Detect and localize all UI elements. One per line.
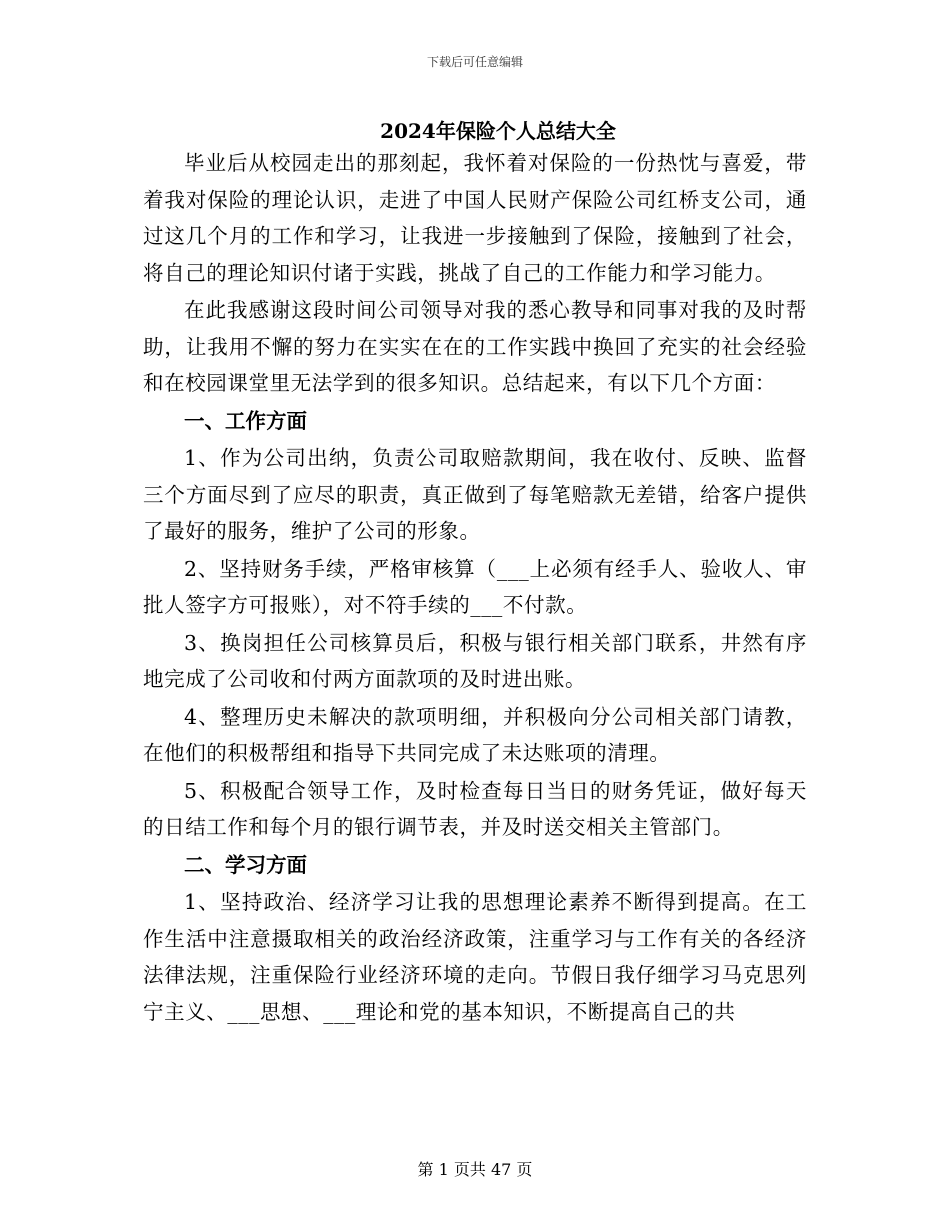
paragraph-study-1: 1、坚持政治、经济学习让我的思想理论素养不断得到提高。在工作生活中注意摄取相关的政治经济政策，注重学习与工作有关的各经济法律法规，注重保险行业经济环境的走向。节假日我仔细学习马克思列宁主义、___思想、___理论和党的基本知识，不断提高自己的共 [143,890,807,1024]
page-header: 下载后可任意编辑 [426,55,523,69]
paragraph-work-1: 1、作为公司出纳，负责公司取赔款期间，我在收付、反映、监督三个方面尽到了应尽的职责，真正做到了每笔赔款无差错，给客户提供了最好的服务，维护了公司的形象。 [143,446,807,543]
section-heading-study: 二、学习方面 [184,852,307,877]
paragraph-work-4: 4、整理历史未解决的款项明细，并积极向分公司相关部门请教，在他们的积极帮组和指导下共同完成了未达账项的清理。 [143,704,807,765]
paragraph-work-5: 5、积极配合领导工作，及时检查每日当日的财务凭证，做好每天的日结工作和每个月的银行调节表，并及时送交相关主管部门。 [143,778,807,839]
document-body [143,145,807,1031]
paragraph-work-2: 2、坚持财务手续，严格审核算（___上必须有经手人、验收人、审批人签字方可报账），对不符手续的___不付款。 [143,556,807,617]
paragraph-intro: 毕业后从校园走出的那刻起，我怀着对保险的一份热忱与喜爱，带着我对保险的理论认识，走进了中国人民财产保险公司红桥支公司，通过这几个月的工作和学习，让我进一步接触到了保险，接触到了社会，将自己的理论知识付诸于实践，挑战了自己的工作能力和学习能力。 [143,151,807,285]
page-number: 第 1 页共 47 页 [417,1160,533,1179]
document-title: 2024年保险个人总结大全 [380,119,616,143]
paragraph-work-3: 3、换岗担任公司核算员后，积极与银行相关部门联系，井然有序地完成了公司收和付两方面款项的及时进出账。 [143,630,807,691]
section-heading-work: 一、工作方面 [184,408,307,433]
paragraph-thanks: 在此我感谢这段时间公司领导对我的悉心教导和同事对我的及时帮助，让我用不懈的努力在实实在在的工作实践中换回了充实的社会经验和在校园课堂里无法学到的很多知识。总结起来，有以下几个方面： [143,298,807,395]
